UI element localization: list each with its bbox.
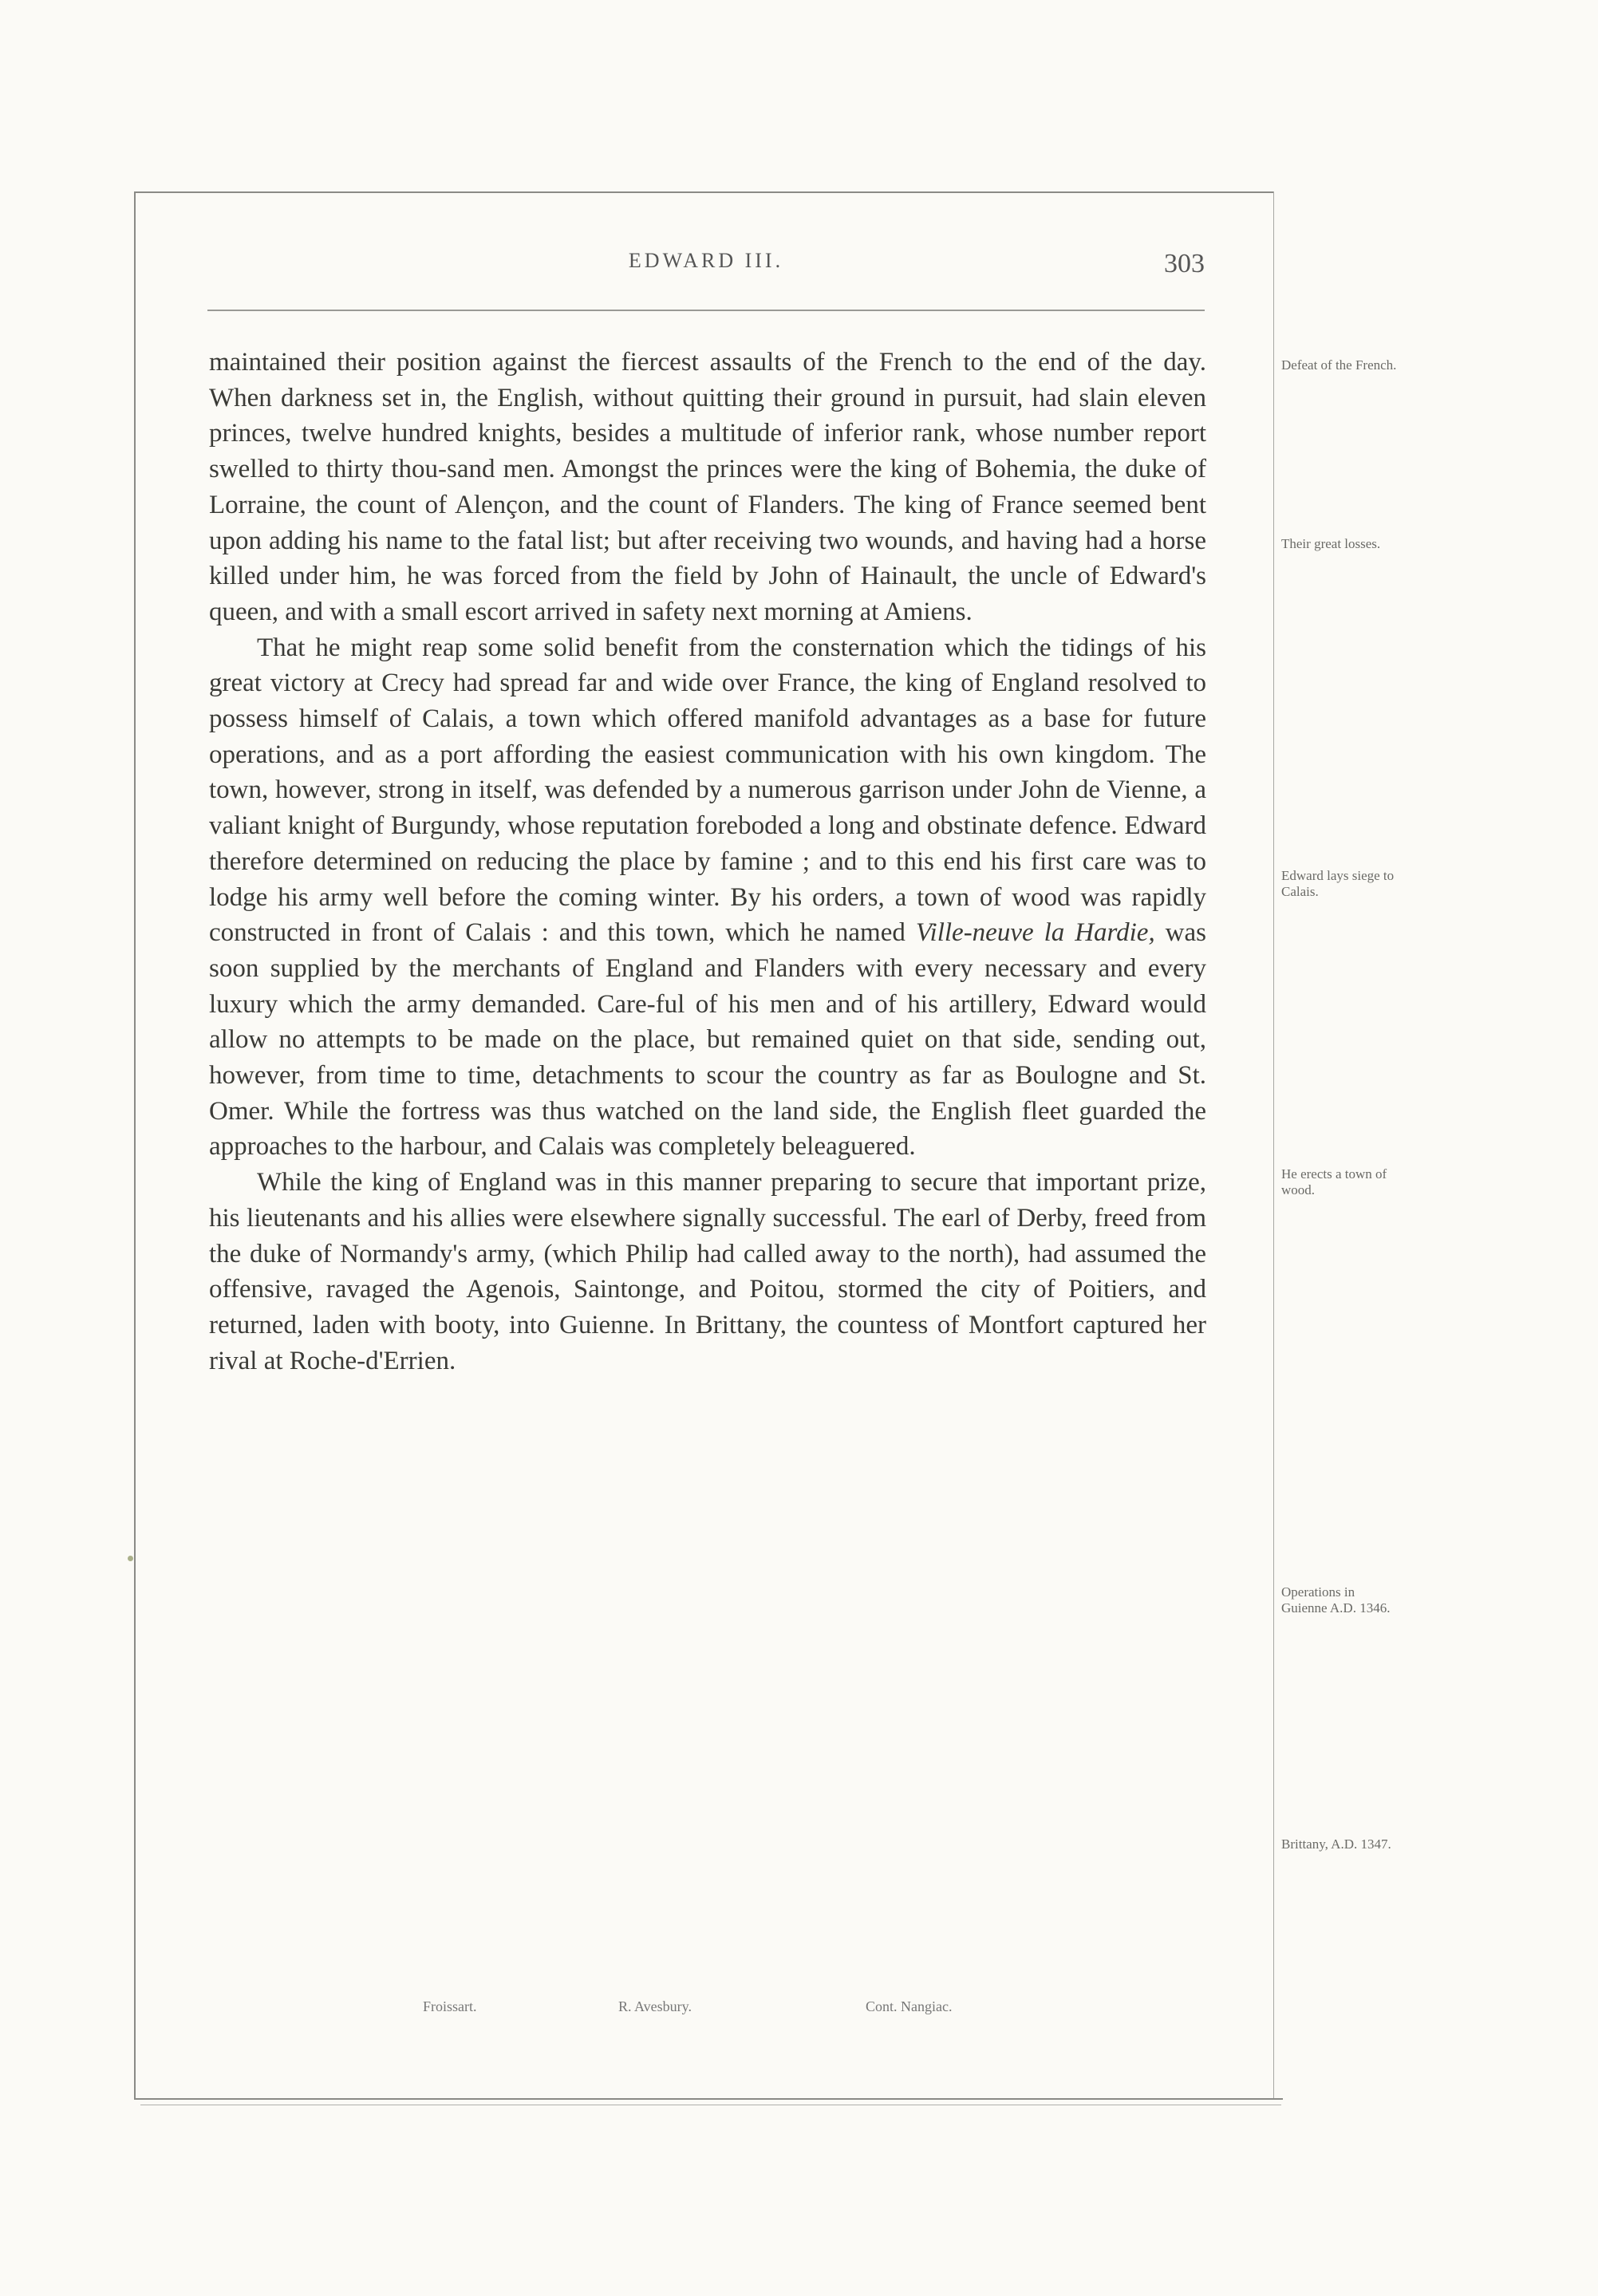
margin-note-town-of-wood: He erects a town of wood. xyxy=(1281,1166,1387,1197)
paragraph-1: maintained their position against the fiercest assaults of the French to the end of the day. When darkness set in, the English, without quitting their ground in pursuit, had slain eleven princes, twelve hundred knights, besides a multitude of inferior rank, whose number report swelled to thirty thou-sand men. Amongst the princes were the king of Bohemia, the duke of Lorraine, the count of Alençon, and the count of Flanders. The king of France seemed bent upon adding his name to the fatal list; but after receiving two wounds, and having had a horse killed under him, he was forced from the field by John of Hainault, the uncle of Edward's queen, and with a small escort arrived in safety next morning at Amiens. xyxy=(209,348,1206,626)
paragraph-2-text-b: was soon supplied by the merchants of England and Flanders with every necessary and every luxury which the army demanded. Care-ful of his men and of his artillery, Edward would allow no attempts to be made on the place, but remained quiet on that side, sending out, however, from time to time, detachments to scour the country as far as Boulogne and St. Omer. While the fortress was thus watched on the land side, the English fleet guarded the approaches to the harbour, and Calais was completely beleaguered. xyxy=(209,918,1206,1162)
paragraph-2-italic: Ville-neuve la Hardie, xyxy=(915,918,1155,948)
running-head xyxy=(207,249,1205,287)
paragraph-2 xyxy=(209,630,1206,1166)
paper-blemish xyxy=(128,1556,133,1561)
page-border-right xyxy=(1273,191,1274,2098)
body-text xyxy=(209,345,1206,1379)
page-border-bottom xyxy=(134,2098,1283,2100)
page-number: 303 xyxy=(1164,249,1205,278)
paragraph-3: While the king of England was in this manner preparing to secure that important prize, his lieutenants and his allies were elsewhere signally successful. The earl of Derby, freed from the duke of Normandy's army, (which Philip had called away to the north), had assumed the offensive, ravaged the Agenois, Saintonge, and Poitou, stormed the city of Poitiers, and returned, laden with booty, into Guienne. In Brittany, the countess of Montfort captured her rival at Roche-d'Errien. xyxy=(209,1168,1206,1375)
paragraph-2-text-a: That he might reap some solid benefit from the consternation which the tidings of his great victory at Crecy had spread far and wide over France, the king of England resolved to possess himself of Calais, a town which offered manifold advantages as a base for future operations, and as a port affording the easiest communication with his own kingdom. The town, however, strong in itself, was defended by a numerous garrison under John de Vienne, a valiant knight of Burgundy, whose reputation foreboded a long and obstinate defence. Edward therefore determined on reducing the place by famine ; and to this end his first care was to lodge his army well before the coming winter. By his orders, a town of wood was rapidly constructed in front of Calais : and this town, which he named xyxy=(209,633,1206,948)
page-border-top xyxy=(134,191,1273,193)
margin-note-siege: Edward lays siege to Calais. xyxy=(1281,868,1395,899)
footnote-sources xyxy=(423,1998,1029,2022)
margin-note-guienne: Operations in Guienne A.D. 1346. xyxy=(1281,1584,1391,1615)
header-rule xyxy=(207,310,1205,311)
footnote-nangiac: Cont. Nangiac. xyxy=(866,1998,953,2014)
page-border-left xyxy=(134,191,136,2098)
footnote-froissart: Froissart. xyxy=(423,1998,477,2014)
running-head-title: EDWARD III. xyxy=(628,249,784,272)
footnote-avesbury: R. Avesbury. xyxy=(618,1998,692,2014)
margin-note-defeat: Defeat of the French. xyxy=(1281,357,1397,373)
margin-note-losses: Their great losses. xyxy=(1281,536,1381,551)
margin-note-brittany: Brittany, A.D. 1347. xyxy=(1281,1836,1391,1852)
